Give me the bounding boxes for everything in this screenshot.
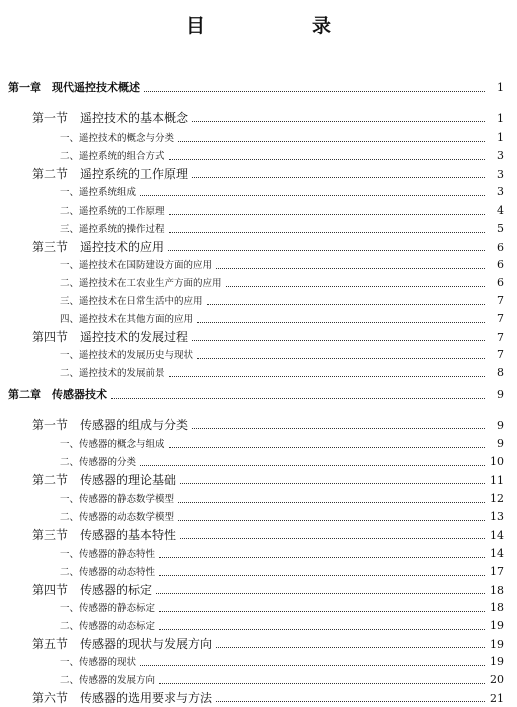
toc-entry-chapter [8,387,504,403]
dot-leader [216,647,485,648]
toc-entry-title: 第五节 传感器的现状与发展方向 [32,637,213,651]
toc-entry-title: 二、传感器的发展方向 [60,675,156,686]
toc-entry-section [32,166,504,183]
toc-entry-section [32,582,504,599]
toc-entry-title: 第二章 传感器技术 [8,388,107,401]
toc-entry-title: 一、传感器的静态标定 [60,603,156,614]
toc-entry-section [32,417,504,434]
toc-entry-title: 二、传感器的分类 [60,457,137,468]
toc-page-number: 7 [497,294,504,307]
toc-page-number: 3 [497,185,504,198]
dot-leader [192,428,485,429]
dot-leader [169,376,485,377]
toc-entry-title: 二、遥控系统的工作原理 [60,206,165,217]
toc-entry-sub [60,618,504,635]
dot-leader [178,141,485,142]
toc-entry-title: 第六节 传感器的选用要求与方法 [32,691,213,705]
toc-page-number: 21 [490,692,504,705]
toc-page-number: 7 [497,312,504,325]
dot-leader [178,520,485,521]
toc-entry-sub [60,347,504,364]
dot-leader [159,629,485,630]
toc-page-number: 11 [490,474,504,487]
toc-entry-title: 第二节 传感器的理论基础 [32,473,177,487]
toc-entry-title: 第一节 传感器的组成与分类 [32,418,189,432]
toc-page-number: 10 [490,455,504,468]
toc-entry-title: 二、遥控系统的组合方式 [60,151,165,162]
toc-entry-sub [60,654,504,671]
toc-page-number: 9 [497,388,504,401]
dot-leader [111,398,485,399]
toc-page-number: 18 [490,601,504,614]
page-title: 目 录 [185,15,375,37]
toc-entry-title: 第四节 传感器的标定 [32,583,153,597]
toc-entry-section [32,527,504,544]
toc-entry-sub [60,203,504,220]
dot-leader [226,286,485,287]
toc-entry-title: 第三节 遥控技术的应用 [32,240,165,254]
dot-leader [207,304,485,305]
toc-entry-sub [60,546,504,563]
toc-entry-title: 二、遥控技术在工农业生产方面的应用 [60,278,222,289]
toc-page-number: 1 [497,81,504,94]
toc-entry-title: 第一章 现代遥控技术概述 [8,81,140,94]
toc-entry-title: 一、遥控系统组成 [60,187,137,198]
toc-entry-sub [60,148,504,165]
toc-entry-title: 二、传感器的动态标定 [60,621,156,632]
dot-leader [169,214,485,215]
toc-page-number: 8 [497,366,504,379]
toc-page-number: 13 [490,510,504,523]
toc-page-number: 1 [497,112,504,125]
toc-entry-title: 四、遥控技术在其他方面的应用 [60,314,194,325]
toc-entry-sub [60,257,504,274]
dot-leader [140,665,485,666]
toc-page-number: 7 [497,348,504,361]
dot-leader [169,232,485,233]
toc-page-number: 3 [497,149,504,162]
toc-page-number: 3 [497,168,504,181]
toc-page-number: 17 [490,565,504,578]
dot-leader [192,340,485,341]
dot-leader [192,177,485,178]
toc-page-number: 20 [490,673,504,686]
dot-leader [159,683,485,684]
toc-entry-title: 第四节 遥控技术的发展过程 [32,330,189,344]
toc-page-number: 4 [497,204,504,217]
toc-entry-title: 一、遥控技术在国防建设方面的应用 [60,260,213,271]
toc-entry-sub [60,509,504,526]
dot-leader [169,159,485,160]
toc-entry-sub [60,600,504,617]
toc-entry-sub [60,130,504,147]
toc-page-number: 19 [490,655,504,668]
dot-leader [216,268,485,269]
toc-page-number: 19 [490,619,504,632]
toc-entry-title: 第二节 遥控系统的工作原理 [32,167,189,181]
dot-leader [216,701,485,702]
toc-entry-section [32,690,504,707]
toc-page-number: 18 [490,584,504,597]
toc-entry-sub [60,491,504,508]
toc-entry-sub [60,221,504,238]
toc-page-number: 12 [490,492,504,505]
dot-leader [159,557,485,558]
toc-entry-title: 一、传感器的现状 [60,657,137,668]
toc-page-number: 7 [497,331,504,344]
toc-entry-title: 三、遥控系统的操作过程 [60,224,165,235]
toc-entry-sub [60,293,504,310]
toc-entry-title: 一、传感器的静态特性 [60,549,156,560]
toc-entry-title: 第三节 传感器的基本特性 [32,528,177,542]
dot-leader [159,575,485,576]
toc-entry-title: 二、传感器的动态数学模型 [60,512,175,523]
toc-entry-title: 一、遥控技术的概念与分类 [60,133,175,144]
toc-page-number: 6 [497,241,504,254]
dot-leader [197,322,485,323]
dot-leader [140,195,485,196]
dot-leader [156,593,485,594]
toc-page-number: 5 [497,222,504,235]
toc-entry-sub [60,184,504,201]
toc-page-number: 19 [490,638,504,651]
dot-leader [178,502,485,503]
toc-entry-sub [60,564,504,581]
toc-entry-title: 三、遥控技术在日常生活中的应用 [60,296,203,307]
toc-entry-sub [60,436,504,453]
dot-leader [140,465,485,466]
dot-leader [159,611,485,612]
toc-entry-title: 一、遥控技术的发展历史与现状 [60,350,194,361]
toc-page-number: 6 [497,258,504,271]
toc-entry-section [32,110,504,127]
toc-entry-chapter [8,80,504,96]
dot-leader [180,538,485,539]
toc-page-number: 14 [490,547,504,560]
toc-entry-sub [60,311,504,328]
toc-entry-sub [60,672,504,689]
dot-leader [192,121,485,122]
dot-leader [168,250,485,251]
toc-entry-section [32,239,504,256]
toc-entry-title: 一、传感器的概念与组成 [60,439,165,450]
toc-entry-title: 第一节 遥控技术的基本概念 [32,111,189,125]
toc-entry-section [32,636,504,653]
toc-page-number: 9 [497,437,504,450]
toc-page-number: 14 [490,529,504,542]
toc-page-number: 6 [497,276,504,289]
toc-entry-title: 二、遥控技术的发展前景 [60,368,165,379]
dot-leader [169,447,485,448]
toc-entry-sub [60,275,504,292]
toc-page-number: 1 [497,131,504,144]
toc-entry-title: 二、传感器的动态特性 [60,567,156,578]
toc-page-number: 9 [497,419,504,432]
toc-entry-sub [60,454,504,471]
dot-leader [144,91,485,92]
toc-entry-section [32,472,504,489]
dot-leader [197,358,485,359]
toc-entry-section [32,329,504,346]
toc-entry-title: 一、传感器的静态数学模型 [60,494,175,505]
toc-entry-sub [60,365,504,382]
dot-leader [180,483,485,484]
